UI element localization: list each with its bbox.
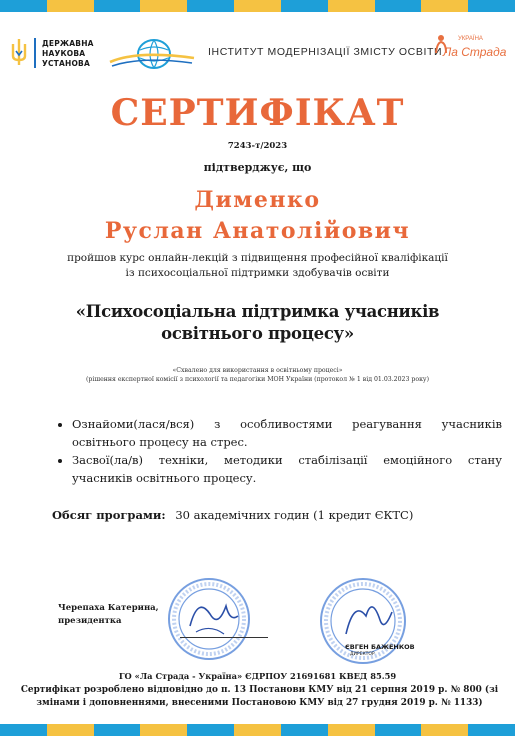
- organization-seal-icon: [166, 576, 252, 662]
- outcome-item: • Ознайоми(лася/вся) з особливостями реагування учасників освітнього процесу на стрес.: [72, 415, 502, 451]
- lastrada-country: УКРАЇНА: [458, 36, 483, 42]
- stripe-segment: [234, 724, 281, 736]
- top-color-stripe: [0, 0, 515, 12]
- signer-name: Черепаха Катерина,: [58, 603, 159, 613]
- footer-legal-note: Сертифікат розроблено відповідно до п. 13 Постанови КМУ від 21 серпня 2019 р. № 800 (зі змінами і доповненнями, внесеними Постановою КМУ від 27 грудня 2019 р. № 1133): [20, 685, 499, 708]
- scope-value: 30 академічних годин (1 кредит ЄКТС): [175, 508, 414, 522]
- institute-name: ІНСТИТУТ МОДЕРНІЗАЦІЇ ЗМІСТУ ОСВІТИ: [208, 46, 443, 58]
- stripe-segment: [234, 0, 281, 12]
- stripe-segment: [47, 0, 94, 12]
- stamp-name: ЄВГЕН БАЖЕНКОВ: [345, 643, 415, 651]
- signature-line-left: [180, 637, 268, 638]
- lastrada-name: Ла Страда: [443, 45, 507, 59]
- program-scope: [52, 508, 413, 522]
- trident-icon: [10, 38, 28, 66]
- approval-line: (рішення експертної комісії з психології та педагогіки МОН України (протокол № 1 від 01.03.2023 року): [85, 376, 429, 383]
- stripe-segment: [468, 0, 515, 12]
- logo-bar: [0, 28, 515, 88]
- course-title-line: освітнього процесу»: [161, 324, 354, 343]
- gov-label: ДЕРЖАВНА НАУКОВА УСТАНОВА: [42, 39, 94, 68]
- stripe-segment: [328, 724, 375, 736]
- approval-line: «Схвалено для використання в освітньому процесі»: [172, 367, 343, 374]
- stripe-segment: [0, 724, 47, 736]
- certificate-number: 7243-т/2023: [227, 141, 288, 151]
- stripe-segment: [94, 724, 141, 736]
- stripe-segment: [375, 0, 422, 12]
- course-description: [0, 251, 515, 281]
- stripe-segment: [140, 0, 187, 12]
- stripe-segment: [421, 0, 468, 12]
- outcome-item: • Засвої(ла/в) техніки, методики стабілізації емоційного стану учасників освітнього процесу.: [72, 451, 502, 487]
- recipient-given-names: Руслан Анатолійович: [104, 218, 411, 244]
- course-title: [0, 301, 515, 345]
- stripe-segment: [468, 724, 515, 736]
- certificate-title: СЕРТИФІКАТ: [110, 92, 405, 134]
- learning-outcomes-list: [56, 415, 502, 487]
- stripe-segment: [94, 0, 141, 12]
- stripe-segment: [0, 0, 47, 12]
- stripe-segment: [140, 724, 187, 736]
- stripe-segment: [47, 724, 94, 736]
- description-line: із психосоціальної підтримки здобувачів освіти: [125, 267, 390, 279]
- stamp-role: ДИРЕКТОР: [350, 652, 375, 657]
- signer-role: президентка: [58, 616, 122, 626]
- confirms-text: підтверджує, що: [203, 161, 312, 174]
- description-line: пройшов курс онлайн-лекцій з підвищення професійної кваліфікації: [67, 252, 448, 264]
- stripe-segment: [375, 724, 422, 736]
- stripe-segment: [187, 724, 234, 736]
- stripe-segment: [281, 724, 328, 736]
- gov-divider: [34, 38, 36, 68]
- scope-label: Обсяг програми:: [52, 508, 166, 522]
- bottom-color-stripe: [0, 724, 515, 736]
- stripe-segment: [281, 0, 328, 12]
- footer-org-info: ГО «Ла Страда - Україна» ЄДРПОУ 21691681 КВЕД 85.59: [118, 671, 397, 681]
- institute-logo-icon: [108, 36, 196, 70]
- stripe-segment: [187, 0, 234, 12]
- course-title-line: «Психосоціальна підтримка учасників: [75, 302, 440, 321]
- approval-note: [0, 366, 515, 384]
- stripe-segment: [328, 0, 375, 12]
- signer-block: [58, 602, 159, 628]
- stripe-segment: [421, 724, 468, 736]
- recipient-surname: Дименко: [194, 187, 321, 213]
